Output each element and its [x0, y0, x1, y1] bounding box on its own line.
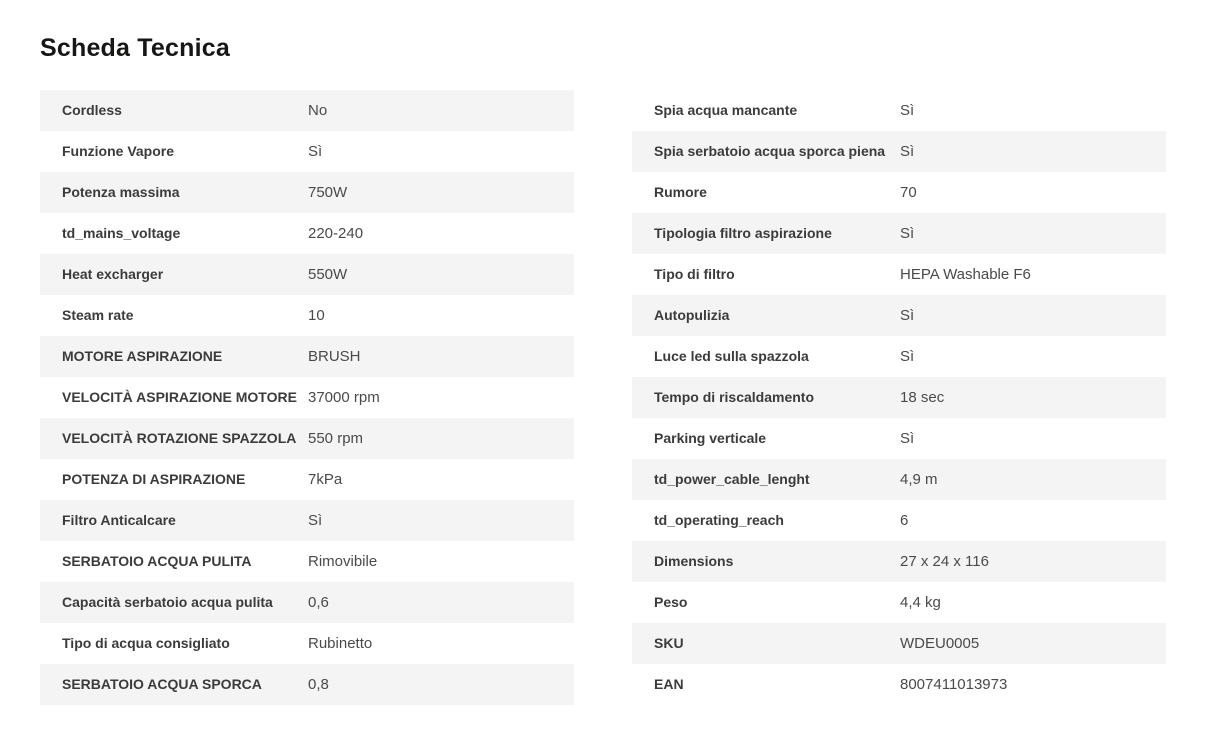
spec-label: Dimensions: [654, 553, 734, 569]
spec-value: 220-240: [308, 225, 364, 242]
spec-row-potenza-massima: [40, 172, 574, 213]
spec-label: Luce led sulla spazzola: [654, 348, 809, 364]
spec-label: Tempo di riscaldamento: [654, 389, 814, 405]
spec-label: Potenza massima: [62, 184, 180, 200]
spec-row-potenza-di-aspirazione: [40, 459, 574, 500]
spec-row-heat-excharger: [40, 254, 574, 295]
spec-row-luce-led: [632, 336, 1166, 377]
spec-label: Tipo di filtro: [654, 266, 735, 282]
spec-row-motore-aspirazione: [40, 336, 574, 377]
spec-row-capacita-serbatoio: [40, 582, 574, 623]
spec-label: Peso: [654, 594, 688, 610]
page-title: Scheda Tecnica: [40, 34, 230, 62]
spec-value: 18 sec: [900, 389, 945, 406]
spec-row-tipologia-filtro: [632, 213, 1166, 254]
spec-table-left: [40, 90, 574, 705]
spec-label: Spia serbatoio acqua sporca piena: [654, 143, 886, 159]
spec-row-velocita-rotazione-spazzola: [40, 418, 574, 459]
spec-value: 550 rpm: [308, 430, 364, 447]
spec-tables: [40, 90, 1166, 705]
spec-value: HEPA Washable F6: [900, 266, 1031, 283]
spec-row-filtro-anticalcare: [40, 500, 574, 541]
spec-label: td_power_cable_lenght: [654, 471, 810, 487]
spec-value: 4,4 kg: [900, 594, 941, 611]
spec-label: VELOCITÀ ROTAZIONE SPAZZOLA: [62, 430, 297, 446]
spec-row-tipo-di-acqua: [40, 623, 574, 664]
spec-value: 27 x 24 x 116: [900, 553, 989, 570]
spec-value: Sì: [308, 512, 323, 529]
spec-label: td_operating_reach: [654, 512, 784, 528]
spec-label: Parking verticale: [654, 430, 767, 446]
spec-value: 37000 rpm: [308, 389, 380, 406]
spec-row-ean: [632, 664, 1166, 705]
spec-value: 550W: [308, 266, 348, 283]
spec-label: SKU: [654, 635, 684, 651]
spec-row-tempo-riscaldamento: [632, 377, 1166, 418]
spec-row-spia-acqua-mancante: [632, 90, 1166, 131]
spec-label: Rumore: [654, 184, 707, 200]
spec-row-serbatoio-acqua-sporca: [40, 664, 574, 705]
spec-value: WDEU0005: [900, 635, 980, 652]
spec-value: Rubinetto: [308, 635, 373, 652]
spec-row-velocita-aspirazione-motore: [40, 377, 574, 418]
spec-row-peso: [632, 582, 1166, 623]
spec-value: Sì: [900, 102, 915, 119]
spec-label: VELOCITÀ ASPIRAZIONE MOTORE: [62, 389, 297, 405]
spec-value: 7kPa: [308, 471, 343, 488]
spec-label: Capacità serbatoio acqua pulita: [62, 594, 273, 610]
spec-value: No: [308, 102, 328, 119]
spec-label: Tipologia filtro aspirazione: [654, 225, 832, 241]
spec-value: 70: [900, 184, 917, 201]
spec-value: Sì: [900, 225, 915, 242]
spec-value: Rimovibile: [308, 553, 378, 570]
spec-row-power-cable-lenght: [632, 459, 1166, 500]
spec-value: 6: [900, 512, 909, 529]
spec-row-operating-reach: [632, 500, 1166, 541]
spec-row-rumore: [632, 172, 1166, 213]
spec-row-serbatoio-acqua-pulita: [40, 541, 574, 582]
spec-row-sku: [632, 623, 1166, 664]
spec-label: Funzione Vapore: [62, 143, 175, 159]
spec-row-steam-rate: [40, 295, 574, 336]
spec-value: Sì: [900, 143, 915, 160]
spec-row-dimensions: [632, 541, 1166, 582]
spec-value: 4,9 m: [900, 471, 938, 488]
spec-label: MOTORE ASPIRAZIONE: [62, 348, 223, 364]
spec-row-cordless: [40, 90, 574, 131]
spec-value: 8007411013973: [900, 676, 1008, 693]
spec-label: POTENZA DI ASPIRAZIONE: [62, 471, 246, 487]
spec-label: Filtro Anticalcare: [62, 512, 176, 528]
spec-label: Cordless: [62, 102, 122, 118]
spec-label: SERBATOIO ACQUA PULITA: [62, 553, 252, 569]
spec-value: 0,8: [308, 676, 329, 693]
spec-value: 10: [308, 307, 325, 324]
spec-label: td_mains_voltage: [62, 225, 181, 241]
spec-value: 750W: [308, 184, 348, 201]
spec-value: Sì: [900, 307, 915, 324]
spec-label: SERBATOIO ACQUA SPORCA: [62, 676, 262, 692]
spec-label: Steam rate: [62, 307, 134, 323]
spec-value: Sì: [900, 348, 915, 365]
spec-row-parking-verticale: [632, 418, 1166, 459]
spec-table-right: [632, 90, 1166, 705]
spec-row-spia-serbatoio-sporca: [632, 131, 1166, 172]
spec-row-autopulizia: [632, 295, 1166, 336]
spec-label: Autopulizia: [654, 307, 730, 323]
spec-label: Spia acqua mancante: [654, 102, 798, 118]
spec-value: Sì: [900, 430, 915, 447]
spec-value: BRUSH: [308, 348, 361, 365]
spec-value: 0,6: [308, 594, 329, 611]
spec-label: EAN: [654, 676, 684, 692]
spec-row-funzione-vapore: [40, 131, 574, 172]
spec-row-tipo-di-filtro: [632, 254, 1166, 295]
spec-value: Sì: [308, 143, 323, 160]
spec-label: Heat excharger: [62, 266, 164, 282]
spec-row-mains-voltage: [40, 213, 574, 254]
spec-label: Tipo di acqua consigliato: [62, 635, 230, 651]
